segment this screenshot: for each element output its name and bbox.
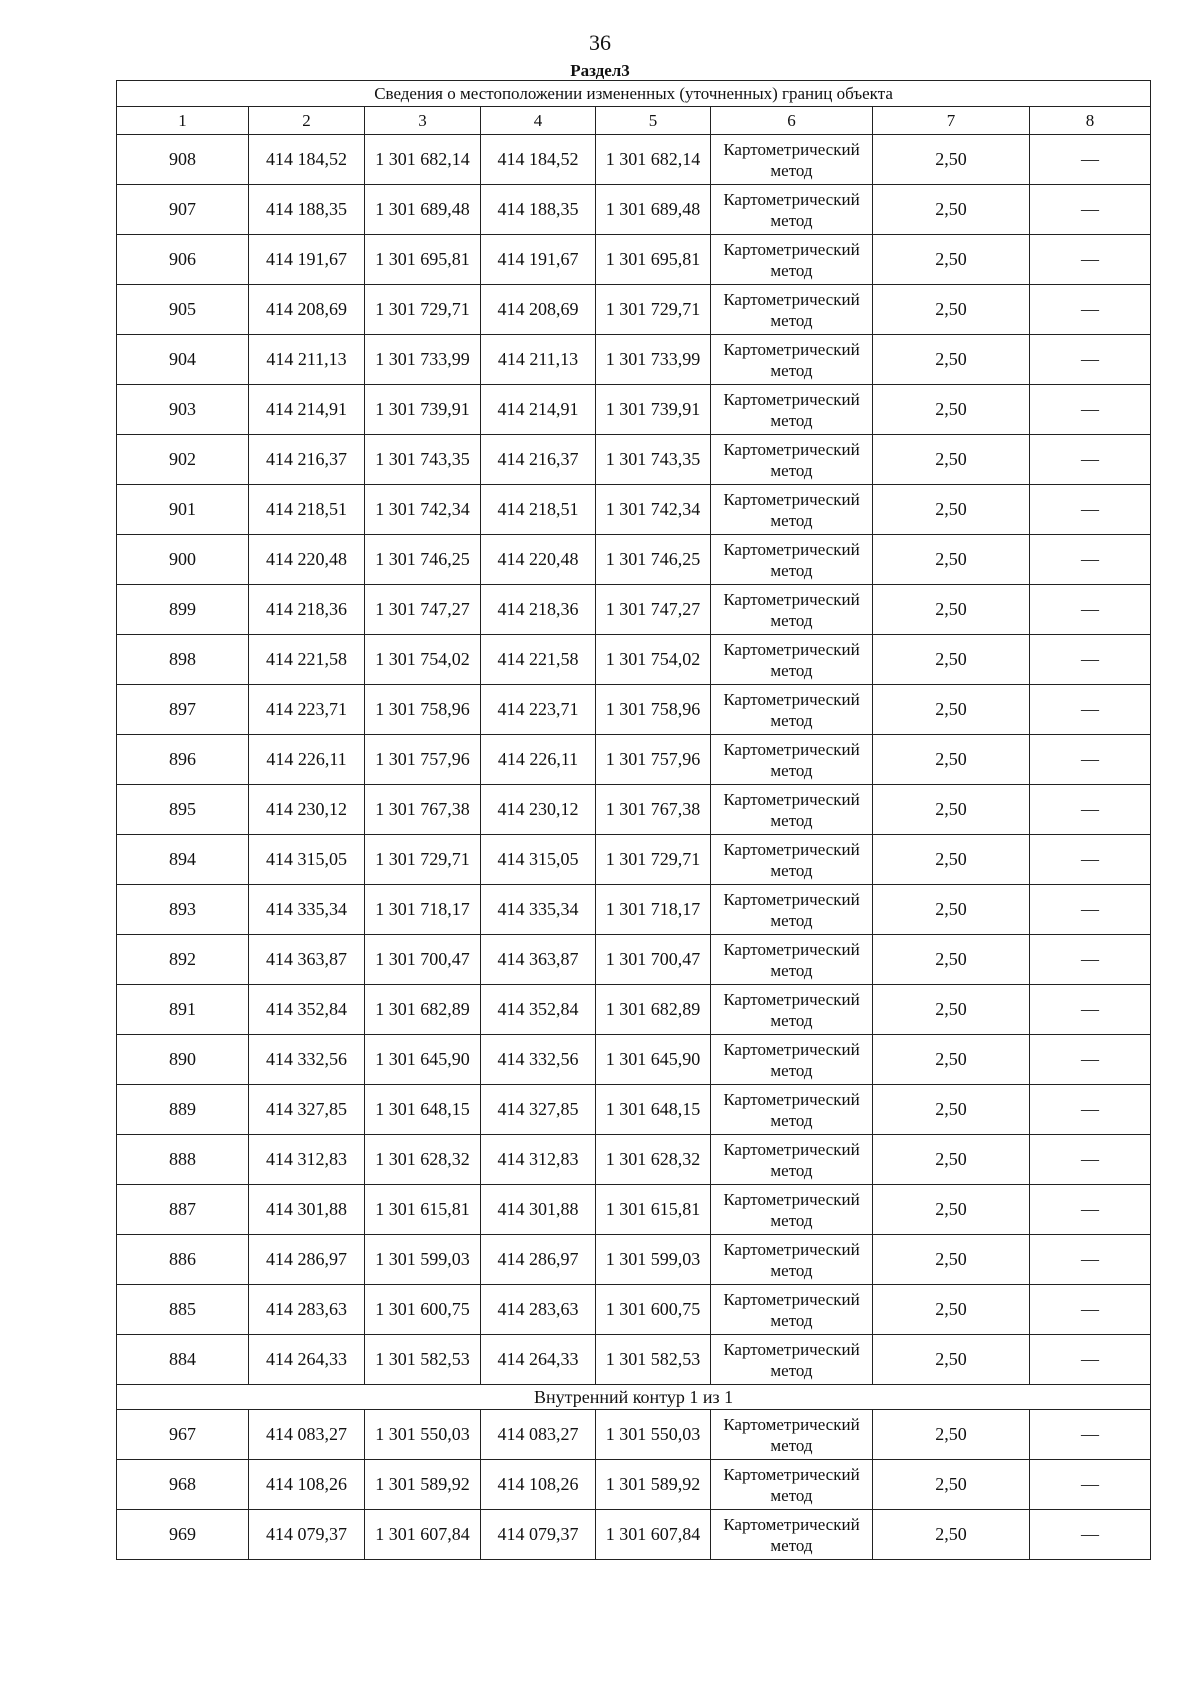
method: Картометрический метод [711, 335, 873, 385]
accuracy: 2,50 [873, 685, 1030, 735]
x-old: 414 312,83 [249, 1135, 365, 1185]
point-number: 896 [117, 735, 249, 785]
x-old: 414 230,12 [249, 785, 365, 835]
x-old: 414 083,27 [249, 1410, 365, 1460]
table-row [117, 1235, 1151, 1285]
x-old: 414 218,51 [249, 485, 365, 535]
table-row [117, 685, 1151, 735]
accuracy: 2,50 [873, 1335, 1030, 1385]
point-number: 905 [117, 285, 249, 335]
y-new: 1 301 615,81 [596, 1185, 711, 1235]
x-old: 414 188,35 [249, 185, 365, 235]
point-number: 887 [117, 1185, 249, 1235]
empty-cell: — [1030, 1410, 1151, 1460]
column-number-row [117, 107, 1151, 135]
accuracy: 2,50 [873, 785, 1030, 835]
y-old: 1 301 550,03 [365, 1410, 481, 1460]
x-new: 414 079,37 [481, 1510, 596, 1560]
empty-cell: — [1030, 435, 1151, 485]
table-row [117, 585, 1151, 635]
point-number: 900 [117, 535, 249, 585]
table-row [117, 235, 1151, 285]
y-new: 1 301 589,92 [596, 1460, 711, 1510]
x-new: 414 223,71 [481, 685, 596, 735]
empty-cell: — [1030, 685, 1151, 735]
table-row [117, 1035, 1151, 1085]
empty-cell: — [1030, 1185, 1151, 1235]
empty-cell: — [1030, 535, 1151, 585]
method: Картометрический метод [711, 985, 873, 1035]
empty-cell: — [1030, 785, 1151, 835]
table-body [117, 135, 1151, 1560]
coordinates-table [116, 80, 1151, 1560]
y-old: 1 301 742,34 [365, 485, 481, 535]
point-number: 894 [117, 835, 249, 885]
x-old: 414 352,84 [249, 985, 365, 1035]
method: Картометрический метод [711, 1035, 873, 1085]
x-new: 414 230,12 [481, 785, 596, 835]
point-number: 967 [117, 1410, 249, 1460]
column-header: 1 [117, 107, 249, 135]
accuracy: 2,50 [873, 585, 1030, 635]
accuracy: 2,50 [873, 135, 1030, 185]
column-header: 4 [481, 107, 596, 135]
x-old: 414 221,58 [249, 635, 365, 685]
y-new: 1 301 550,03 [596, 1410, 711, 1460]
method: Картометрический метод [711, 685, 873, 735]
x-new: 414 335,34 [481, 885, 596, 935]
empty-cell: — [1030, 585, 1151, 635]
empty-cell: — [1030, 985, 1151, 1035]
x-old: 414 208,69 [249, 285, 365, 335]
x-new: 414 208,69 [481, 285, 596, 335]
table-row [117, 1335, 1151, 1385]
x-new: 414 264,33 [481, 1335, 596, 1385]
method: Картометрический метод [711, 1410, 873, 1460]
x-new: 414 283,63 [481, 1285, 596, 1335]
y-new: 1 301 758,96 [596, 685, 711, 735]
column-header: 7 [873, 107, 1030, 135]
point-number: 901 [117, 485, 249, 535]
accuracy: 2,50 [873, 235, 1030, 285]
method: Картометрический метод [711, 635, 873, 685]
table-row [117, 435, 1151, 485]
y-new: 1 301 729,71 [596, 835, 711, 885]
x-new: 414 214,91 [481, 385, 596, 435]
table-caption-row [117, 81, 1151, 107]
accuracy: 2,50 [873, 635, 1030, 685]
x-old: 414 108,26 [249, 1460, 365, 1510]
x-old: 414 363,87 [249, 935, 365, 985]
accuracy: 2,50 [873, 1235, 1030, 1285]
y-old: 1 301 733,99 [365, 335, 481, 385]
table-row [117, 1135, 1151, 1185]
x-new: 414 221,58 [481, 635, 596, 685]
y-old: 1 301 599,03 [365, 1235, 481, 1285]
y-old: 1 301 700,47 [365, 935, 481, 985]
x-new: 414 332,56 [481, 1035, 596, 1085]
table-row [117, 1410, 1151, 1460]
point-number: 903 [117, 385, 249, 435]
point-number: 884 [117, 1335, 249, 1385]
empty-cell: — [1030, 235, 1151, 285]
empty-cell: — [1030, 935, 1151, 985]
empty-cell: — [1030, 1085, 1151, 1135]
table-row [117, 835, 1151, 885]
x-old: 414 327,85 [249, 1085, 365, 1135]
x-old: 414 220,48 [249, 535, 365, 585]
y-new: 1 301 729,71 [596, 285, 711, 335]
table-row [117, 185, 1151, 235]
x-new: 414 184,52 [481, 135, 596, 185]
table-row [117, 635, 1151, 685]
section-title: Раздел3 [570, 61, 630, 80]
point-number: 893 [117, 885, 249, 935]
accuracy: 2,50 [873, 185, 1030, 235]
y-old: 1 301 729,71 [365, 835, 481, 885]
table-row [117, 935, 1151, 985]
empty-cell: — [1030, 1035, 1151, 1085]
x-new: 414 216,37 [481, 435, 596, 485]
y-old: 1 301 615,81 [365, 1185, 481, 1235]
y-new: 1 301 682,89 [596, 985, 711, 1035]
method: Картометрический метод [711, 1285, 873, 1335]
table-row [117, 135, 1151, 185]
y-old: 1 301 758,96 [365, 685, 481, 735]
y-old: 1 301 600,75 [365, 1285, 481, 1335]
point-number: 888 [117, 1135, 249, 1185]
y-new: 1 301 718,17 [596, 885, 711, 935]
accuracy: 2,50 [873, 1035, 1030, 1085]
y-old: 1 301 757,96 [365, 735, 481, 785]
x-old: 414 301,88 [249, 1185, 365, 1235]
y-new: 1 301 600,75 [596, 1285, 711, 1335]
point-number: 969 [117, 1510, 249, 1560]
y-old: 1 301 582,53 [365, 1335, 481, 1385]
point-number: 904 [117, 335, 249, 385]
table-row [117, 1460, 1151, 1510]
x-new: 414 108,26 [481, 1460, 596, 1510]
empty-cell: — [1030, 385, 1151, 435]
x-old: 414 286,97 [249, 1235, 365, 1285]
x-new: 414 218,36 [481, 585, 596, 635]
x-new: 414 286,97 [481, 1235, 596, 1285]
y-new: 1 301 682,14 [596, 135, 711, 185]
table-row [117, 885, 1151, 935]
y-old: 1 301 607,84 [365, 1510, 481, 1560]
y-new: 1 301 645,90 [596, 1035, 711, 1085]
method: Картометрический метод [711, 885, 873, 935]
x-new: 414 312,83 [481, 1135, 596, 1185]
inner-contour-label: Внутренний контур 1 из 1 [117, 1385, 1151, 1410]
accuracy: 2,50 [873, 885, 1030, 935]
x-old: 414 226,11 [249, 735, 365, 785]
empty-cell: — [1030, 185, 1151, 235]
empty-cell: — [1030, 1335, 1151, 1385]
method: Картометрический метод [711, 1085, 873, 1135]
x-new: 414 211,13 [481, 335, 596, 385]
accuracy: 2,50 [873, 1460, 1030, 1510]
empty-cell: — [1030, 1235, 1151, 1285]
empty-cell: — [1030, 1135, 1151, 1185]
accuracy: 2,50 [873, 335, 1030, 385]
method: Картометрический метод [711, 785, 873, 835]
y-new: 1 301 695,81 [596, 235, 711, 285]
y-new: 1 301 648,15 [596, 1085, 711, 1135]
y-new: 1 301 742,34 [596, 485, 711, 535]
table-row [117, 985, 1151, 1035]
x-old: 414 315,05 [249, 835, 365, 885]
accuracy: 2,50 [873, 285, 1030, 335]
y-old: 1 301 648,15 [365, 1085, 481, 1135]
y-old: 1 301 689,48 [365, 185, 481, 235]
x-new: 414 315,05 [481, 835, 596, 885]
table-row [117, 285, 1151, 335]
point-number: 886 [117, 1235, 249, 1285]
x-old: 414 184,52 [249, 135, 365, 185]
y-new: 1 301 689,48 [596, 185, 711, 235]
x-old: 414 218,36 [249, 585, 365, 635]
method: Картометрический метод [711, 1185, 873, 1235]
table-row [117, 335, 1151, 385]
y-new: 1 301 757,96 [596, 735, 711, 785]
y-old: 1 301 682,14 [365, 135, 481, 185]
accuracy: 2,50 [873, 1410, 1030, 1460]
point-number: 908 [117, 135, 249, 185]
y-old: 1 301 739,91 [365, 385, 481, 435]
point-number: 899 [117, 585, 249, 635]
empty-cell: — [1030, 1510, 1151, 1560]
table-row [117, 785, 1151, 835]
y-new: 1 301 700,47 [596, 935, 711, 985]
empty-cell: — [1030, 885, 1151, 935]
method: Картометрический метод [711, 1235, 873, 1285]
column-header: 2 [249, 107, 365, 135]
method: Картометрический метод [711, 535, 873, 585]
point-number: 892 [117, 935, 249, 985]
point-number: 906 [117, 235, 249, 285]
x-old: 414 191,67 [249, 235, 365, 285]
x-new: 414 083,27 [481, 1410, 596, 1460]
method: Картометрический метод [711, 835, 873, 885]
inner-contour-row [117, 1385, 1151, 1410]
y-new: 1 301 747,27 [596, 585, 711, 635]
table-row [117, 1185, 1151, 1235]
y-new: 1 301 743,35 [596, 435, 711, 485]
x-new: 414 226,11 [481, 735, 596, 785]
method: Картометрический метод [711, 385, 873, 435]
point-number: 907 [117, 185, 249, 235]
method: Картометрический метод [711, 1135, 873, 1185]
point-number: 895 [117, 785, 249, 835]
point-number: 890 [117, 1035, 249, 1085]
method: Картометрический метод [711, 585, 873, 635]
x-new: 414 220,48 [481, 535, 596, 585]
y-old: 1 301 645,90 [365, 1035, 481, 1085]
x-old: 414 283,63 [249, 1285, 365, 1335]
method: Картометрический метод [711, 285, 873, 335]
method: Картометрический метод [711, 935, 873, 985]
accuracy: 2,50 [873, 485, 1030, 535]
x-old: 414 211,13 [249, 335, 365, 385]
x-new: 414 327,85 [481, 1085, 596, 1135]
x-new: 414 188,35 [481, 185, 596, 235]
y-old: 1 301 746,25 [365, 535, 481, 585]
accuracy: 2,50 [873, 935, 1030, 985]
accuracy: 2,50 [873, 535, 1030, 585]
table-row [117, 1510, 1151, 1560]
x-new: 414 352,84 [481, 985, 596, 1035]
table-row [117, 735, 1151, 785]
point-number: 968 [117, 1460, 249, 1510]
x-old: 414 223,71 [249, 685, 365, 735]
table-row [117, 485, 1151, 535]
accuracy: 2,50 [873, 1135, 1030, 1185]
x-new: 414 301,88 [481, 1185, 596, 1235]
y-new: 1 301 607,84 [596, 1510, 711, 1560]
point-number: 897 [117, 685, 249, 735]
column-header: 5 [596, 107, 711, 135]
page-number: 36 [589, 30, 611, 55]
y-new: 1 301 767,38 [596, 785, 711, 835]
method: Картометрический метод [711, 1510, 873, 1560]
x-old: 414 335,34 [249, 885, 365, 935]
empty-cell: — [1030, 1285, 1151, 1335]
point-number: 885 [117, 1285, 249, 1335]
accuracy: 2,50 [873, 735, 1030, 785]
table-row [117, 1285, 1151, 1335]
point-number: 902 [117, 435, 249, 485]
y-old: 1 301 628,32 [365, 1135, 481, 1185]
empty-cell: — [1030, 835, 1151, 885]
y-old: 1 301 682,89 [365, 985, 481, 1035]
x-new: 414 191,67 [481, 235, 596, 285]
column-header: 8 [1030, 107, 1151, 135]
y-old: 1 301 589,92 [365, 1460, 481, 1510]
y-new: 1 301 628,32 [596, 1135, 711, 1185]
table-caption: Сведения о местоположении измененных (уточненных) границ объекта [117, 81, 1151, 107]
y-new: 1 301 739,91 [596, 385, 711, 435]
accuracy: 2,50 [873, 835, 1030, 885]
point-number: 891 [117, 985, 249, 1035]
table-row [117, 385, 1151, 435]
accuracy: 2,50 [873, 1510, 1030, 1560]
x-old: 414 079,37 [249, 1510, 365, 1560]
y-old: 1 301 747,27 [365, 585, 481, 635]
empty-cell: — [1030, 485, 1151, 535]
x-new: 414 363,87 [481, 935, 596, 985]
x-old: 414 214,91 [249, 385, 365, 435]
empty-cell: — [1030, 285, 1151, 335]
table-row [117, 1085, 1151, 1135]
accuracy: 2,50 [873, 435, 1030, 485]
y-old: 1 301 754,02 [365, 635, 481, 685]
x-old: 414 332,56 [249, 1035, 365, 1085]
y-new: 1 301 582,53 [596, 1335, 711, 1385]
accuracy: 2,50 [873, 385, 1030, 435]
y-new: 1 301 733,99 [596, 335, 711, 385]
empty-cell: — [1030, 635, 1151, 685]
method: Картометрический метод [711, 185, 873, 235]
x-old: 414 216,37 [249, 435, 365, 485]
column-header: 6 [711, 107, 873, 135]
accuracy: 2,50 [873, 1085, 1030, 1135]
table-row [117, 535, 1151, 585]
method: Картометрический метод [711, 135, 873, 185]
point-number: 889 [117, 1085, 249, 1135]
y-old: 1 301 718,17 [365, 885, 481, 935]
method: Картометрический метод [711, 435, 873, 485]
empty-cell: — [1030, 135, 1151, 185]
empty-cell: — [1030, 335, 1151, 385]
point-number: 898 [117, 635, 249, 685]
y-old: 1 301 743,35 [365, 435, 481, 485]
empty-cell: — [1030, 1460, 1151, 1510]
y-old: 1 301 767,38 [365, 785, 481, 835]
method: Картометрический метод [711, 235, 873, 285]
method: Картометрический метод [711, 735, 873, 785]
y-new: 1 301 754,02 [596, 635, 711, 685]
y-old: 1 301 695,81 [365, 235, 481, 285]
x-old: 414 264,33 [249, 1335, 365, 1385]
x-new: 414 218,51 [481, 485, 596, 535]
accuracy: 2,50 [873, 1285, 1030, 1335]
empty-cell: — [1030, 735, 1151, 785]
y-new: 1 301 746,25 [596, 535, 711, 585]
method: Картометрический метод [711, 1335, 873, 1385]
accuracy: 2,50 [873, 1185, 1030, 1235]
accuracy: 2,50 [873, 985, 1030, 1035]
method: Картометрический метод [711, 1460, 873, 1510]
y-new: 1 301 599,03 [596, 1235, 711, 1285]
method: Картометрический метод [711, 485, 873, 535]
y-old: 1 301 729,71 [365, 285, 481, 335]
column-header: 3 [365, 107, 481, 135]
